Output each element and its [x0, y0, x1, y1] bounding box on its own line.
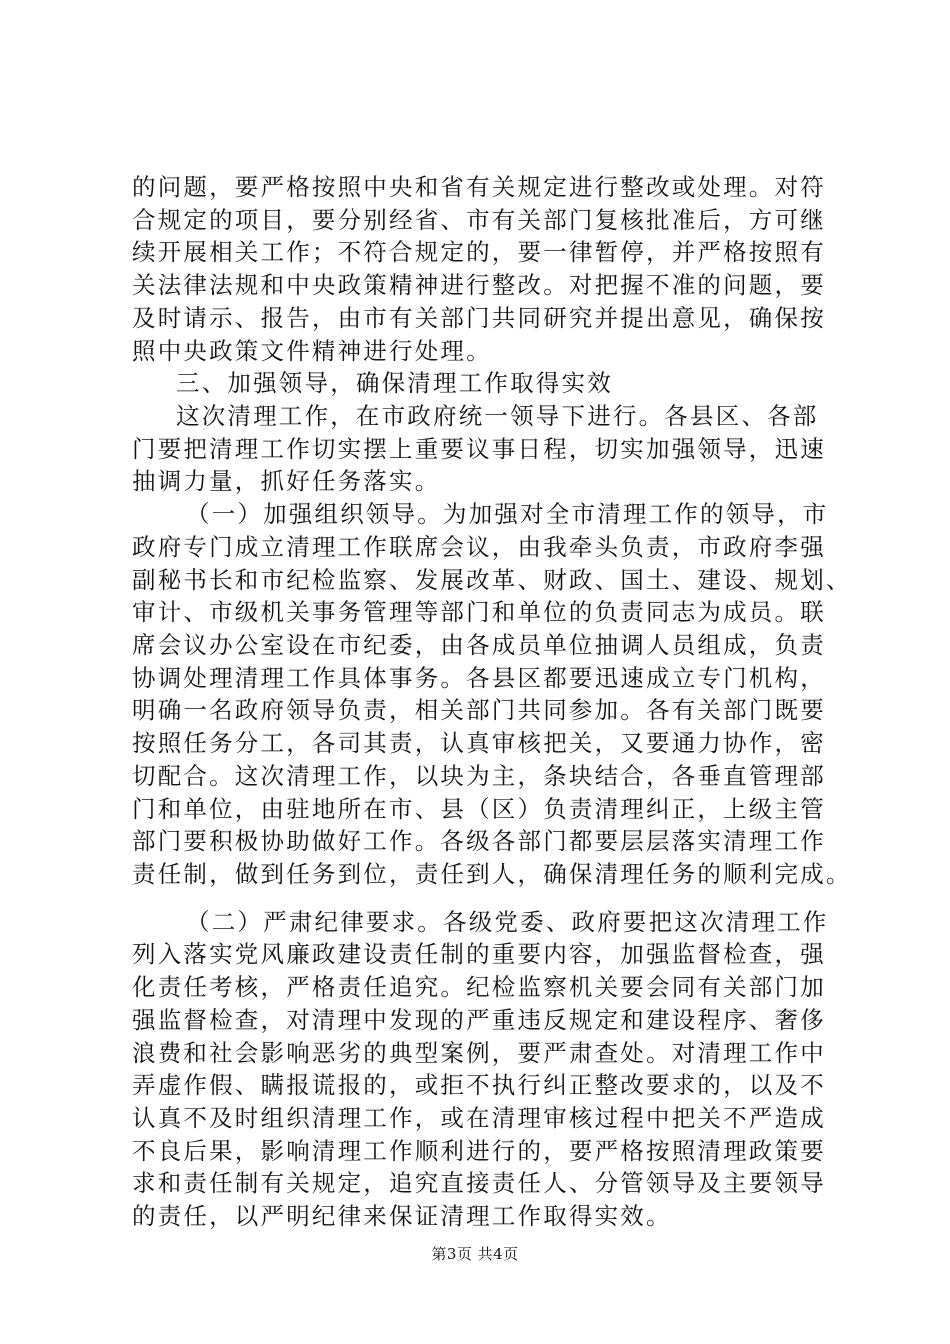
- text-line: 续开展相关工作；不符合规定的，要一律暂停，并严格按照有: [132, 238, 826, 267]
- text-line: 浪费和社会影响恶劣的典型案例，要严肃查处。对清理工作中: [132, 1038, 826, 1067]
- page-number: 第3页 共4页: [431, 1245, 519, 1263]
- text-line: 这次清理工作，在市政府统一领导下进行。各县区、各部: [176, 402, 819, 430]
- text-line: 部门要积极协助做好工作。各级各部门都要层层落实清理工作: [132, 827, 826, 856]
- text-line: 列入落实党风廉政建设责任制的重要内容，加强监督检查，强: [132, 940, 826, 969]
- text-line: 关法律法规和中央政策精神进行整改。对把握不准的问题，要: [132, 271, 826, 300]
- section-heading: 三、加强领导，确保清理工作取得实效: [176, 369, 613, 398]
- text-line: 不良后果，影响清理工作顺利进行的，要严格按照清理政策要: [132, 1136, 826, 1165]
- text-line: 审计、市级机关事务管理等部门和单位的负责同志为成员。联: [132, 598, 826, 627]
- text-line: 门要把清理工作切实摆上重要议事日程，切实加强领导，迅速: [132, 434, 826, 463]
- text-line: 照中央政策文件精神进行处理。: [132, 336, 492, 365]
- text-line: 责任制，做到任务到位，责任到人，确保清理任务的顺利完成。: [132, 859, 852, 888]
- text-line: 认真不及时组织清理工作，或在清理审核过程中把关不严造成: [132, 1103, 826, 1132]
- text-line: 协调处理清理工作具体事务。各县区都要迅速成立专门机构，: [132, 663, 826, 692]
- text-line: 明确一名政府领导负责，相关部门共同参加。各有关部门既要: [132, 696, 826, 725]
- text-line: 弄虚作假、瞒报谎报的，或拒不执行纠正整改要求的，以及不: [132, 1071, 826, 1100]
- text-line: 强监督检查，对清理中发现的严重违反规定和建设程序、奢侈: [132, 1005, 826, 1034]
- text-line: 的问题，要严格按照中央和省有关规定进行整改或处理。对符: [132, 173, 826, 201]
- text-line: 切配合。这次清理工作，以块为主，条块结合，各垂直管理部: [132, 761, 826, 790]
- text-line: 的责任，以严明纪律来保证清理工作取得实效。: [132, 1202, 672, 1230]
- text-line: 副秘书长和市纪检监察、发展改革、财政、国土、建设、规划、: [132, 565, 852, 594]
- text-line: （二）严肃纪律要求。各级党委、政府要把这次清理工作: [186, 907, 829, 936]
- text-line: 按照任务分工，各司其责，认真审核把关，又要通力协作，密: [132, 729, 826, 757]
- text-line: 席会议办公室设在市纪委，由各成员单位抽调人员组成，负责: [132, 630, 826, 659]
- text-line: （一）加强组织领导。为加强对全市清理工作的领导，市: [186, 500, 829, 529]
- text-line: 化责任考核，严格责任追究。纪检监察机关要会同有关部门加: [132, 973, 826, 1001]
- text-line: 抽调力量，抓好任务落实。: [132, 467, 441, 496]
- text-line: 门和单位，由驻地所在市、县（区）负责清理纠正，上级主管: [132, 794, 826, 823]
- text-line: 合规定的项目，要分别经省、市有关部门复核批准后，方可继: [132, 205, 826, 234]
- text-line: 求和责任制有关规定，追究直接责任人、分管领导及主要领导: [132, 1169, 826, 1198]
- text-line: 及时请示、报告，由市有关部门共同研究并提出意见，确保按: [132, 303, 826, 332]
- text-line: 政府专门成立清理工作联席会议，由我牵头负责，市政府李强: [132, 532, 826, 561]
